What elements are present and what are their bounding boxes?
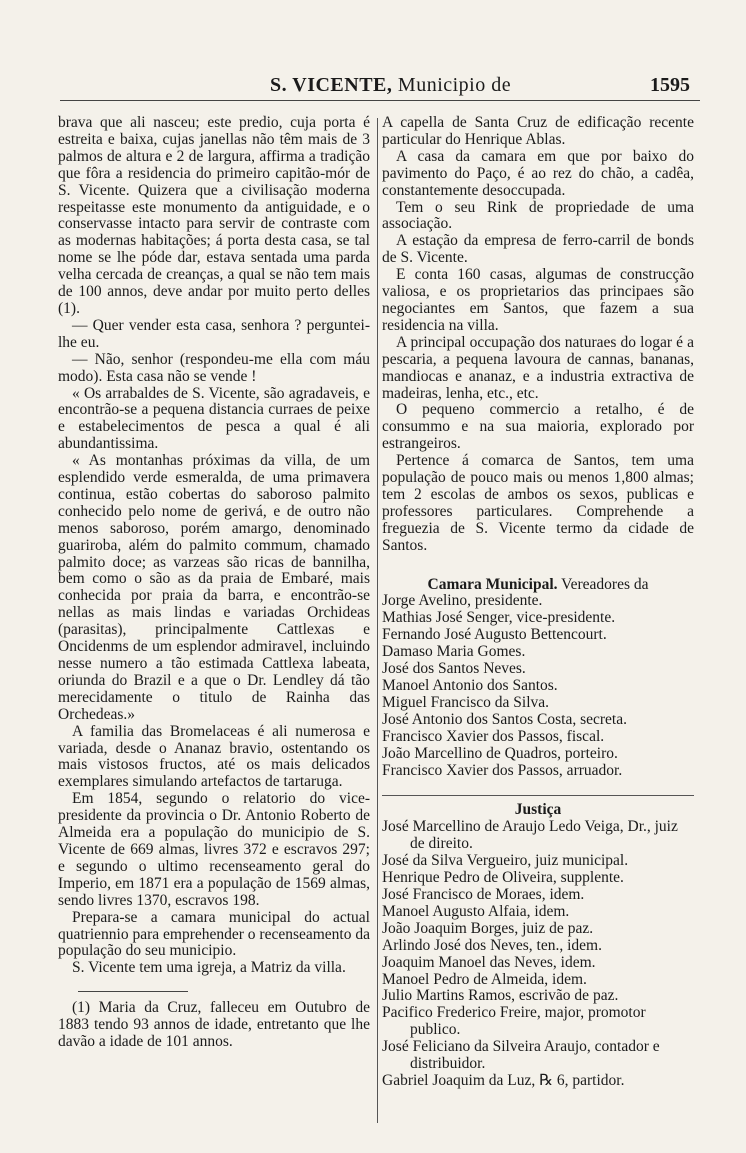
camara-entry: Fernando José Augusto Bettencourt. (382, 627, 607, 644)
paragraph: « As montanhas próximas da villa, de um esplendido verde esmeralda, de uma primavera continua, estão cobertas do saboroso palmito conhecido pelo nome de gerivá, e de outro não menos saboroso, porém amargo, denominado guariroba, além do palmito commum, chamado palmito doce; as varzeas são ricas de bannilha, bem como o são as da praia de Embaré, mais conhecida por praia da barra, e encontrão-se nellas as mais lindas e variadas Orchideas (parasitas), principalmente Cattlexas e Oncidenms de um esplendor admiravel, incluindo nesse numero a tão estimada Cattlexa labeata, oriunda do Brazil e a que o Dr. Lendley dá tão merecidamente o titulo de Rainha das Orchedeas.» (58, 452, 370, 723)
page-header (60, 70, 700, 101)
camara-entry: Francisco Xavier dos Passos, fiscal. (382, 728, 605, 745)
page-number: 1595 (650, 74, 690, 96)
camara-entry: Mathias José Senger, vice-presidente. (382, 610, 616, 627)
justica-heading (382, 802, 694, 819)
camara-entry: Miguel Francisco da Silva. (382, 694, 550, 711)
camara-heading-rest: Vereadores da (557, 575, 649, 593)
camara-heading (382, 577, 694, 594)
paragraph: S. Vicente tem uma igreja, a Matriz da villa. (72, 959, 346, 977)
paragraph: A estação da empresa de ferro-carril de bonds de S. Vicente. (382, 232, 694, 267)
justica-entry: Manoel Augusto Alfaia, idem. (382, 902, 570, 920)
justica-entry: João Joaquim Borges, juiz de paz. (382, 919, 594, 937)
paragraph: Pertence á comarca de Santos, tem uma população de pouco mais ou menos 1,800 almas; tem 2 escolas de ambos os sexos, publicas e professores particulares. Comprehende a freguezia de S. Vicente termo da cidade de Santos. (382, 452, 694, 554)
paragraph: — Não, senhor (respondeu-me ella com máu modo). Esta casa não se vende ! (58, 350, 370, 385)
justica-entry: Manoel Pedro de Almeida, idem. (382, 970, 587, 988)
paragraph: Em 1854, segundo o relatorio do vice-presidente da provincia o Dr. Antonio Roberto de Almeida era a população do municipio de S. Vicente de 669 almas, livres 372 e escravos 297; e segundo o ultimo recenseamento geral do Imperio, em 1871 era a população de 1569 almas, sendo livres 1370, escravos 198. (58, 790, 370, 909)
justica-entry: Pacifico Frederico Freire, major, promotor publico. (382, 1004, 646, 1039)
running-title (270, 74, 511, 97)
camara-entry: José Antonio dos Santos Costa, secreta. (382, 711, 627, 728)
justica-entry: José Feliciano da Silveira Araujo, contador e distribuidor. (382, 1038, 660, 1073)
left-column (58, 115, 370, 1051)
justica-heading-text: Justiça (514, 801, 562, 819)
paragraph: — Quer vender esta casa, senhora ? perguntei-lhe eu. (58, 316, 370, 351)
footnote-rule (78, 991, 188, 992)
justica-entry: José Francisco de Moraes, idem. (382, 885, 585, 903)
running-title-suffix: Municipio de (392, 74, 512, 96)
paragraph: A capella de Santa Cruz de edificação recente particular do Henrique Ablas. (382, 114, 694, 148)
paragraph: Tem o seu Rink de propriedade de uma associação. (382, 198, 694, 233)
justica-entry: José da Silva Vergueiro, juiz municipal. (382, 852, 629, 870)
camara-entry: José dos Santos Neves. (382, 661, 526, 678)
justica-entry: José Marcellino de Araujo Ledo Veiga, Dr., juiz de direito. (382, 818, 678, 853)
camara-entry: Francisco Xavier dos Passos, arruador. (382, 762, 623, 779)
paragraph: A familia das Bromelaceas é ali numerosa e variada, desde o Ananaz bravio, ostentando os mais vistosos fructos, até os mais delicados exemplares simulando artefactos de tartaruga. (58, 722, 370, 791)
section-rule (382, 795, 694, 796)
camara-entry: Jorge Avelino, presidente. (382, 593, 543, 610)
justica-entry: Henrique Pedro de Oliveira, supplente. (382, 869, 624, 887)
paragraph: E conta 160 casas, algumas de construcção valiosa, e os proprietarios das principaes são negociantes em Santos, que fazem a sua residencia na villa. (382, 266, 694, 334)
column-divider (377, 118, 378, 1123)
running-title-place: S. VICENTE, (270, 74, 393, 96)
justica-entry: Arlindo José dos Neves, ten., idem. (382, 936, 602, 954)
justica-entry: Gabriel Joaquim da Luz, ℞ 6, partidor. (382, 1071, 625, 1089)
paragraph: O pequeno commercio a retalho, é de consummo e na sua maioria, explorado por estrangeiros. (382, 401, 694, 453)
justica-entry: Joaquim Manoel das Neves, idem. (382, 953, 596, 971)
paragraph: Prepara-se a camara municipal do actual quatriennio para emprehender o recenseamento da população do seu municipio. (58, 908, 370, 960)
camara-entry: João Marcellino de Quadros, porteiro. (382, 745, 618, 762)
justica-entry: Julio Martins Ramos, escrivão de paz. (382, 987, 619, 1005)
camara-entry: Manoel Antonio dos Santos. (382, 678, 558, 694)
right-column (382, 115, 694, 1090)
paragraph: A principal occupação dos naturaes do logar é a pescaria, a pequena lavoura de cannas, bananas, mandiocas e ananaz, e a industria extractiva de madeiras, lenha, etc., etc. (382, 333, 694, 402)
camara-heading-bold: Camara Municipal. (427, 575, 558, 593)
paragraph: A casa da camara em que por baixo do pavimento do Paço, é ao rez do chão, a cadêa, constantemente desoccupada. (382, 147, 694, 199)
paragraph: « Os arrabaldes de S. Vicente, são agradaveis, e encontrão-se a pequena distancia curraes de peixe e estabelecimentos de pesca a qual é ali abundantissima. (58, 384, 370, 453)
camara-entry: Damaso Maria Gomes. (382, 644, 526, 661)
paragraph: brava que ali nasceu; este predio, cuja porta é estreita e baixa, cujas janellas não têm mais de 3 palmos de altura e 2 de largura, affirma a tradição que fôra a residencia do primeiro capitão-mór de S. Vicente. Quizera que a civilisação moderna respeitasse este monumento da antiguidade, e o conservasse intacto para servir de contraste com as modernas habitações; á porta desta casa, se tal nome se lhe póde dar, estava sentada uma parda velha cercada de creanças, a qual se não tem mais de 100 annos, deve andar por muito perto delles (1). (58, 114, 370, 317)
footnote: (1) Maria da Cruz, falleceu em Outubro de 1883 tendo 93 annos de idade, entretanto que lhe davão a idade de 101 annos. (58, 999, 370, 1051)
